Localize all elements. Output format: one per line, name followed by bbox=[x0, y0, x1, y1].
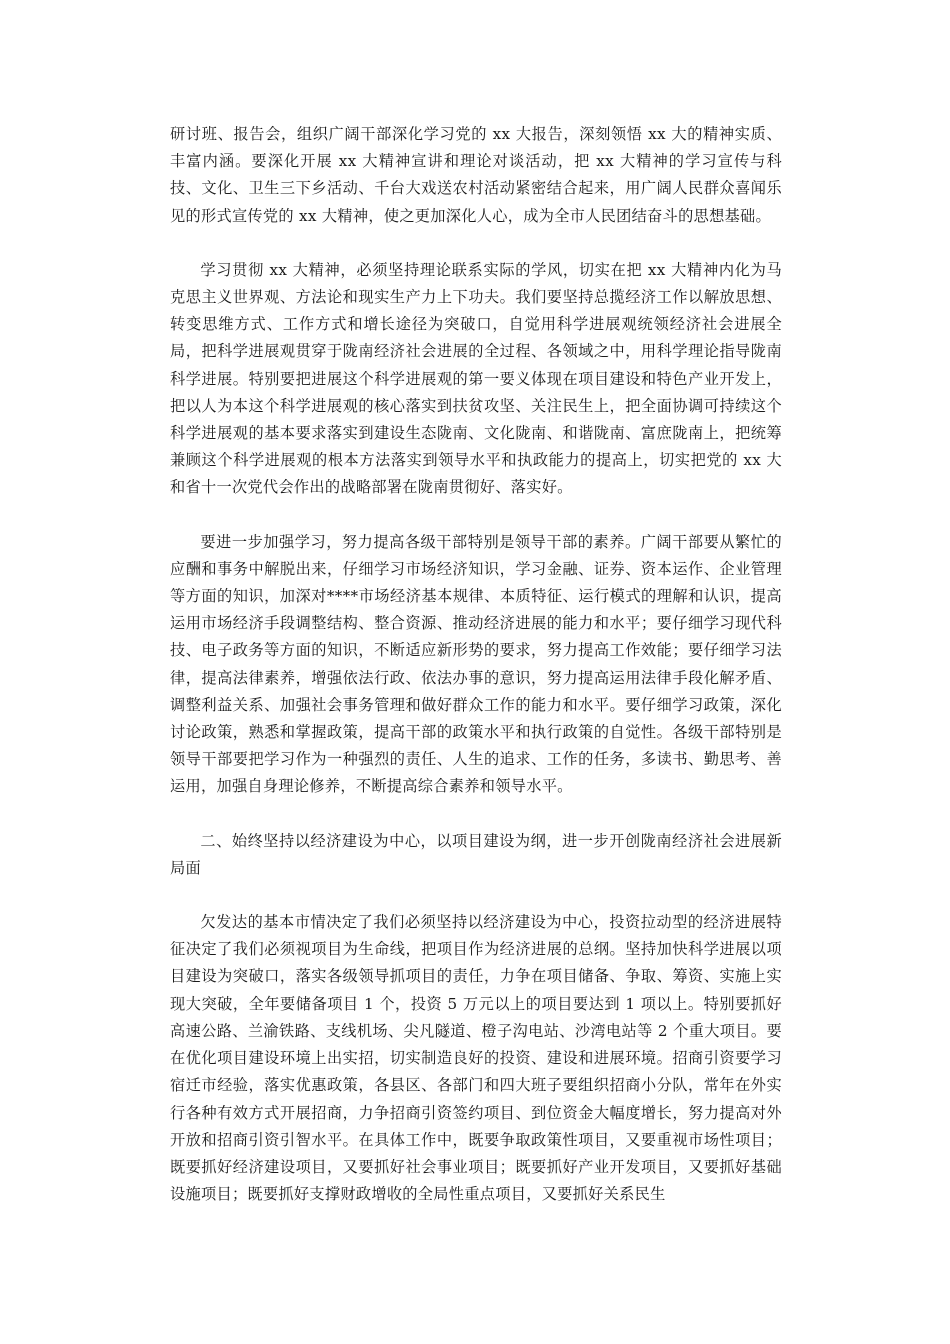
paragraph-5: 欠发达的基本市情决定了我们必须坚持以经济建设为中心，投资拉动型的经济进展特征决定了我们必须视项目为生命线，把项目作为经济进展的总纲。坚持加快科学进展以项目建设为突破口，落实各级领导抓项目的责任，力争在项目储备、争取、筹资、实施上实现大突破，全年要储备项目 1 个，投资 5 万元以上的项目要达到 1 项以上。特别要抓好高速公路、兰渝铁路、支线机场、尖凡隧道、橙子沟电站、沙湾电站等 2 个重大项目。要在优化项目建设环境上出实招，切实制造良好的投资、建设和进展环境。招商引资要学习宿迁市经验，落实优惠政策，各县区、各部门和四大班子要组织招商小分队，常年在外实行各种有效方式开展招商，力争招商引资签约项目、到位资金大幅度增长，努力提高对外开放和招商引资引智水平。在具体工作中，既要争取政策性项目，又要重视市场性项目；既要抓好经济建设项目，又要抓好社会事业项目；既要抓好产业开发项目，又要抓好基础设施项目；既要抓好支撑财政增收的全局性重点项目，又要抓好关系民生 bbox=[170, 913, 782, 1204]
section-heading: 二、始终坚持以经济建设为中心，以项目建设为纲，进一步开创陇南经济社会进展新局面 bbox=[170, 831, 782, 877]
document-body bbox=[170, 121, 782, 1208]
paragraph-3: 要进一步加强学习，努力提高各级干部特别是领导干部的素养。广阔干部要从繁忙的应酬和事务中解脱出来，仔细学习市场经济知识，学习金融、证券、资本运作、企业管理等方面的知识，加深对****市场经济基本规律、本质特征、运行模式的理解和认识，提高运用市场经济手段调整结构、整合资源、推动经济进展的能力和水平；要仔细学习现代科技、电子政务等方面的知识，不断适应新形势的要求，努力提高工作效能；要仔细学习法律，提高法律素养，增强依法行政、依法办事的意识，努力提高运用法律手段化解矛盾、调整利益关系、加强社会事务管理和做好群众工作的能力和水平。要仔细学习政策，深化讨论政策，熟悉和掌握政策，提高干部的政策水平和执行政策的自觉性。各级干部特别是领导干部要把学习作为一种强烈的责任、人生的追求、工作的任务，多读书、勤思考、善运用，加强自身理论修养，不断提高综合素养和领导水平。 bbox=[170, 532, 782, 796]
paragraph-1: 研讨班、报告会，组织广阔干部深化学习党的 xx 大报告，深刻领悟 xx 大的精神实质、丰富内涵。要深化开展 xx 大精神宣讲和理论对谈活动，把 xx 大精神的学习宣传与科技、文化、卫生三下乡活动、千台大戏送农村活动紧密结合起来，用广阔人民群众喜闻乐见的形式宣传党的 xx 大精神，使之更加深化人心，成为全市人民团结奋斗的思想基础。 bbox=[170, 125, 782, 225]
paragraph-2: 学习贯彻 xx 大精神，必须坚持理论联系实际的学风，切实在把 xx 大精神内化为马克思主义世界观、方法论和现实生产力上下功夫。我们要坚持总揽经济工作以解放思想、转变思维方式、工作方式和增长途径为突破口，自觉用科学进展观统领经济社会进展全局，把科学进展观贯穿于陇南经济社会进展的全过程、各领域之中，用科学理论指导陇南科学进展。特别要把进展这个科学进展观的第一要义体现在项目建设和特色产业开发上，把以人为本这个科学进展观的核心落实到扶贫攻坚、关注民生上，把全面协调可持续这个科学进展观的基本要求落实到建设生态陇南、文化陇南、和谐陇南、富庶陇南上，把统筹兼顾这个科学进展观的根本方法落实到领导水平和执政能力的提高上，切实把党的 xx 大和省十一次党代会作出的战略部署在陇南贯彻好、落实好。 bbox=[170, 260, 782, 497]
